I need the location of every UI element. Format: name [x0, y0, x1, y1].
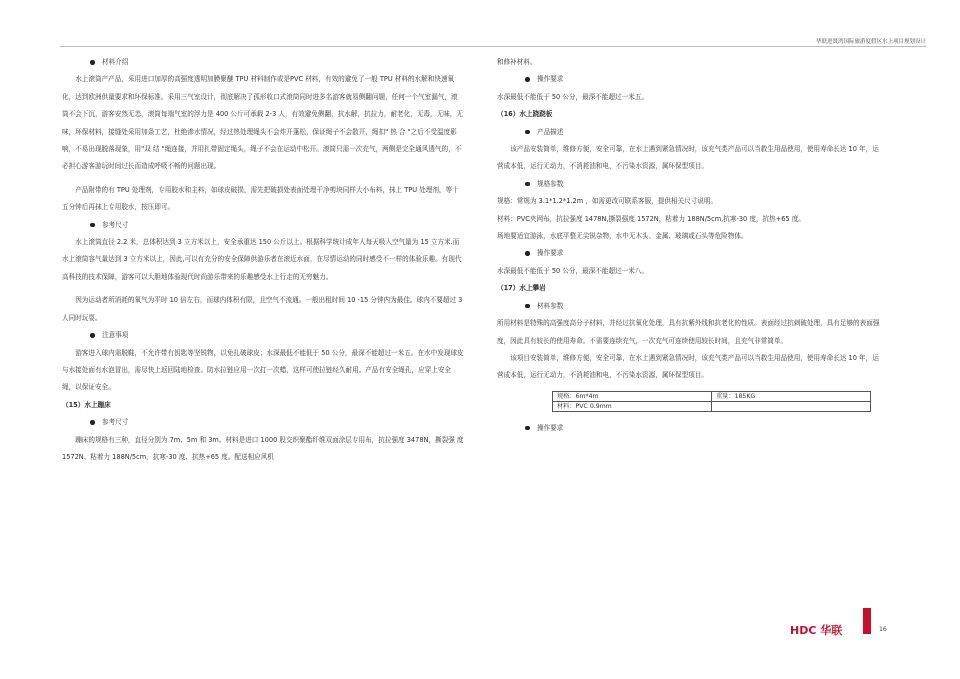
- spec-table: [552, 391, 871, 412]
- paragraph: 场地要适宜游泳，水底平整无尖锐杂物，水中无木头、金属、玻璃或石头等危险物体。: [497, 232, 748, 241]
- bullet-icon: [90, 60, 95, 65]
- table-cell: 材料：PVC 0.9mm: [553, 401, 712, 411]
- paragraph: 所用材料是特殊的高强度高分子材料，并经过抗氧化处理，具有抗紫外线和抗老化的性质。表面经过抗刺破处理，具有足够的表面强度，因此具有较长的使用寿命。不需要连续充气，一次充气可连续使用较长时间，且充气非常简单。: [497, 319, 880, 345]
- header-title: 华联进贤湾国际旅游度假区水上项目规划设计: [815, 39, 926, 45]
- bullet-label: 注意事项: [102, 331, 129, 340]
- bullet-item: [62, 217, 464, 234]
- company-logo: HDC 华联: [790, 624, 843, 637]
- paragraph: 水深最低不能低于 50 公分，最深不能超过一米五。: [497, 92, 649, 101]
- paragraph: 规格：常规为 3.1*1.2*1.2m ，如需更改可联系客服，提供相关尺寸说明。: [497, 197, 718, 206]
- bullet-item: [497, 298, 885, 315]
- bullet-icon: [525, 426, 530, 431]
- bullet-icon: [525, 77, 530, 82]
- bullet-label: 规格参数: [537, 179, 564, 188]
- paragraph: 因为运动者所消耗的氧气为平时 10 倍左右，而球内体积有限，且空气不流通。一般出租时间 10 -15 分钟内为最佳。球内不要超过 3 人同时玩耍。: [62, 296, 463, 322]
- paragraph: 材料：PVC夹网布，抗拉强度 1478N,撕裂强度 1572N，粘着力 188N/5cm,抗寒-30 度，抗热+65 度。: [497, 214, 805, 223]
- bullet-item: [497, 124, 885, 141]
- bullet-label: 操作要求: [537, 423, 564, 432]
- table-cell: 重量：185KG: [712, 391, 871, 401]
- bullet-icon: [525, 182, 530, 187]
- section-heading: （15）水上蹦床: [62, 400, 111, 409]
- paragraph: 和修补材料。: [497, 58, 537, 66]
- header-divider: [60, 46, 926, 47]
- right-column: [497, 54, 885, 437]
- bullet-item: [497, 176, 885, 193]
- table-row: [553, 401, 871, 411]
- paragraph: 水深最低不能低于 50 公分，最深不能超过一米八。: [497, 266, 649, 275]
- bullet-label: 材料介绍: [102, 58, 129, 66]
- bullet-label: 材料参数: [537, 301, 564, 310]
- bullet-label: 产品描述: [537, 127, 564, 136]
- table-cell: 规格：6m*4m: [553, 391, 712, 401]
- paragraph: 该项目安装简单，维修方便，安全可靠，在水上遇到紧急情况时，该充气类产品可以当救生用品使用，使用寿命长达 10 年，运营成本低，运行无动力，不消耗油和电，不污染水资源，属环保型项目。: [497, 353, 879, 380]
- bullet-item: [62, 327, 464, 344]
- paragraph: 水上滚筒产产品，采用进口加厚的高强度透明加膜聚醚 TPU 材料制作或是PVC 材料，有效的避免了一般 TPU 材料的水解和快速氧化，达到欧洲供量要求和环保标准。采用三气室设计，彻底解决了孤形收口式滚筒同时进多名游客就易侧翻问题，任何一个气室漏气，滚筒不会下沉，游客安然无恙，滚筒每端气室的浮力是 400 公斤可承载 2-3 人，有效避免侧翻，抗水解，抗拉力，耐老化，无毒，无味，无味，环保材料，接缝处采用加条工艺，杜绝渗水情况，经过热处理绳头不会炸开蓬松，保证绳子不会散开，绳扣" 热 合 "之后不受温度影响，不易出现脱落现象，用"双 结 "绳连接，并用扎带固定绳头，绳子不会在运动中松开。滚筒只需一次充气，两侧是完全通风透气的，不必担心游客游玩时间过长而造成呼吸不畅的问题出现。: [62, 75, 463, 171]
- footer-accent-bar: [863, 608, 871, 634]
- section-heading: （16）水上跷跷板: [497, 110, 553, 119]
- bullet-icon: [90, 333, 95, 338]
- bullet-icon: [525, 304, 530, 309]
- bullet-item: [497, 245, 885, 262]
- paragraph: 该产品安装简单，维修方便，安全可靠，在水上遇到紧急情况时，该充气类产品可以当救生用品使用，使用寿命长达 10 年，运营成本低，运行无动力，不消耗油和电，不污染水资源，属环保型项目。: [497, 145, 879, 171]
- section-heading: （17）水上攀岩: [497, 284, 546, 293]
- bullet-label: 操作要求: [537, 249, 564, 258]
- bullet-icon: [525, 130, 530, 135]
- bullet-icon: [525, 251, 530, 256]
- bullet-icon: [90, 420, 95, 425]
- bullet-label: 参考尺寸: [102, 418, 129, 427]
- paragraph: 水上滚筒直径 2.2 米，总体积达到 3 立方米以上，安全承重达 150 公斤以上。根据科学统计成年人每天吸入空气量为 15 立方米.而水上滚筒容气量达到 3 立方米以上，因此,可以有充分的安全保障供游乐者在滚近水面，在尽情运动的同时感受不一样的体验乐趣。有现代高科技的技术保障，游客可以大胆地体验现代时尚游乐带来的乐趣感受水上行走的无穷魅力。: [62, 238, 462, 281]
- table-cell: [712, 401, 871, 411]
- page-number: 16: [879, 626, 887, 633]
- bullet-icon: [90, 223, 95, 228]
- bullet-label: 操作要求: [537, 75, 564, 84]
- paragraph: 游客进入球内需脱鞋，不允许带有钥匙等坚锐物，以免扎破球皮；水深最低不能低于 50 公分，最深不能超过一米五。在水中发现球皮与水接处面有水泡冒出，需尽快上返回陆地检查。防水拉链应用一次打一次蜡，这样可使拉链经久耐用。产品有安全绳孔，应穿上安全绳，以保证安全。: [62, 348, 464, 392]
- bullet-item: [497, 71, 885, 88]
- bullet-item: [497, 420, 885, 437]
- left-column: [62, 54, 464, 466]
- bullet-label: 参考尺寸: [102, 220, 129, 229]
- paragraph: 蹦床的规格有三种，直径分别为 7m、5m 和 3m。材料是进口 1000 股交织聚酯纤维双面涂层专用布，抗拉强度 3478N，撕裂强 度 1572N、粘着力 188N/5cm，抗寒-30 度、抗热+65 度。配送相应风机: [62, 435, 464, 461]
- table-row: [553, 391, 871, 401]
- bullet-item: [62, 414, 464, 431]
- bullet-item: [62, 54, 464, 71]
- paragraph: 产品附带的有 TPU 处理剂，专用胶水和主料，如球皮破损，需先把破损处表面处理干净剪块同样大小布料，抹上 TPU 处理剂，等十五分钟后再抹上专用胶水，按压即可。: [62, 185, 459, 212]
